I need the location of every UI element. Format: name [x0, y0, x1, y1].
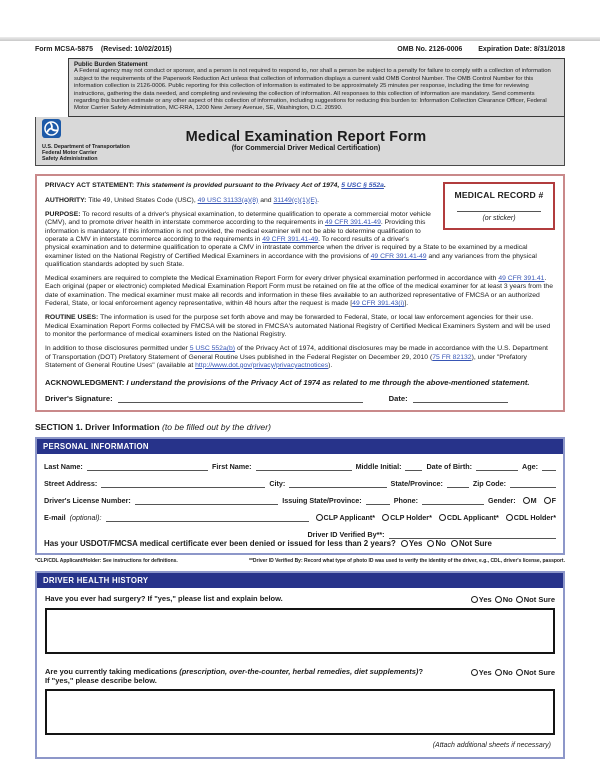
section1-heading: [35, 422, 565, 432]
denied-no-radio[interactable]: [427, 540, 434, 547]
medications-question-row: [37, 661, 563, 687]
text-segment: . To record results of a driver's physical examination and to determine qualification to operate a CMV in intrastate commerce when the driver is required by a State to be examined by a medical examiner listed on the National Registry of Certified Medical Examiners in accordance with the provisions of: [45, 235, 528, 260]
denied-notsure-label: Not Sure: [458, 539, 492, 549]
text-segment: ROUTINE USES:: [45, 314, 101, 322]
denied-yes-radio[interactable]: [401, 540, 408, 547]
personal-information-section: [35, 437, 565, 555]
text-segment: Medical examiners are required to complete the Medical Examination Report Form for every driver physical examination performed in accordance with: [45, 275, 499, 283]
medical-record-sub: (or sticker): [482, 214, 516, 222]
last-name-field[interactable]: [87, 462, 208, 471]
driver-health-history-header: DRIVER HEALTH HISTORY: [37, 573, 563, 588]
inline-link[interactable]: 49 CFR 391.41-49: [262, 235, 319, 243]
surgery-notsure-radio[interactable]: [516, 596, 523, 603]
footnote-clp-cdl: *CLP/CDL Applicant/Holder: See instructions for definitions.: [35, 558, 178, 565]
cdl-applicant-label: CDL Applicant*: [446, 513, 499, 523]
personal-row-name: [37, 454, 563, 471]
personal-row-license: [37, 488, 563, 505]
public-burden-statement: [68, 58, 565, 117]
email-field[interactable]: [106, 513, 309, 522]
gender-female-label: F: [551, 496, 556, 506]
burden-body: A Federal agency may not conduct or sponsor, and a person is not required to respond to, nor shall a person be subject to a penalty for failure to comply with a collection of information subject to the requirements of the Paperwork Reduction Act unless that collection of information displays a current valid OMB Control Number. The OMB Control Number for this information collection is 2126-0006. Public reporting for this collection of information is estimated to be approximately 25 minutes per response, including the time for reviewing instructions, gathering the data needed, and completing and reviewing the collection of information. All responses to this collection of information are mandatory. Send comments regarding this burden estimate or any other aspect of this collection of information, including suggestions for reducing this burden to: Information Collection Clearance Officer, Federal Motor Carrier Safety Administration, MC-RRA, 1200 New Jersey Avenue, SE, Washington, D.C. 20590.: [74, 68, 551, 112]
cdl-applicant-radio[interactable]: [439, 514, 446, 521]
footnotes-row: [35, 558, 565, 564]
text-segment: Title 49, United States Code (USC),: [88, 196, 198, 204]
denied-notsure-radio[interactable]: [451, 540, 458, 547]
section1-title: SECTION 1. Driver Information: [35, 422, 160, 433]
cdl-holder-label: CDL Holder*: [513, 513, 556, 523]
first-name-field[interactable]: [256, 462, 352, 471]
footnote-id-verified: **Driver ID Verified By: Record what type of photo ID was used to verify the identity of the driver, e.g., CDL, driver's license, passport.: [249, 558, 565, 565]
burden-title: Public Burden Statement: [74, 61, 148, 68]
medical-record-box: [443, 182, 555, 230]
age-field[interactable]: [542, 462, 556, 471]
text-segment: ).: [328, 361, 333, 369]
text-segment: (prescription, over-the-counter, herbal remedies, diet supplements): [179, 667, 419, 677]
street-address-field[interactable]: [101, 479, 265, 488]
inline-link[interactable]: 75 FR 82132: [432, 353, 472, 361]
surgery-explanation-box[interactable]: [45, 608, 555, 654]
agency-block: [42, 119, 174, 163]
section1-note: (to be filled out by the driver): [162, 422, 271, 433]
inline-link[interactable]: http://www.dot.gov/privacy/privacyactnotices: [195, 361, 329, 369]
inline-link[interactable]: 49 CFR 391.41-49: [370, 252, 427, 260]
clp-applicant-label: CLP Applicant*: [323, 513, 376, 523]
dob-label: Date of Birth:: [426, 462, 473, 472]
id-verified-label: Driver ID Verified By**:: [307, 530, 385, 540]
driver-health-history-section: [35, 571, 565, 759]
surgery-notsure-label: Not Sure: [523, 595, 555, 605]
acknowledgment-statement: [45, 378, 555, 387]
medications-no-label: No: [502, 668, 513, 678]
cdl-holder-radio[interactable]: [506, 514, 513, 521]
inline-link[interactable]: 5 USC 552a(b): [189, 345, 236, 353]
usdot-logo-icon: [42, 119, 174, 143]
text-segment: To record results of a driver's physical examination, to determine qualification to operate a commercial motor vehicle (CMV), and to promote driver health in interstate commerce according to the requirements in: [45, 211, 431, 227]
surgery-yes-radio[interactable]: [471, 596, 478, 603]
text-segment: In addition to those disclosures permitted under: [45, 345, 190, 353]
personal-row-address: [37, 471, 563, 488]
last-name-label: Last Name:: [44, 462, 83, 472]
text-segment: Are you currently taking medications: [45, 667, 180, 677]
surgery-yes-label: Yes: [478, 595, 492, 605]
form-meta-row: [35, 46, 565, 53]
middle-initial-field[interactable]: [405, 462, 422, 471]
disclosures-paragraph: [45, 345, 555, 370]
phone-field[interactable]: [422, 496, 484, 505]
text-segment: and any variances from the physical qualification standards adopted by such State.: [45, 252, 537, 268]
inline-link[interactable]: 49 CFR 391.41-49: [324, 219, 381, 227]
state-label: State/Province:: [390, 479, 443, 489]
personal-information-header: PERSONAL INFORMATION: [37, 439, 563, 454]
driver-signature-field[interactable]: [118, 394, 363, 403]
text-segment: PURPOSE:: [45, 211, 83, 219]
text-segment: of the Privacy Act of 1974, additional disclosures may be made in accordance with the U.S. Department of Transportation (DOT) Prefatory Statement of General Routine Uses published in the Federal Register on December 29, 2010 (: [45, 345, 548, 361]
surgery-question: Have you ever had surgery? If "yes," please list and explain below.: [45, 594, 283, 604]
denied-yes-label: Yes: [408, 539, 423, 549]
certificate-denied-question-row: [37, 539, 563, 553]
clp-holder-radio[interactable]: [382, 514, 389, 521]
text-segment: ].: [404, 300, 409, 308]
form-revision: (Revised: 10/02/2015): [100, 46, 172, 53]
personal-row-email: [37, 505, 563, 522]
zip-label: Zip Code:: [472, 479, 506, 489]
text-segment: ?: [418, 667, 424, 677]
medications-notsure-label: Not Sure: [523, 668, 555, 678]
medications-yes-label: Yes: [478, 668, 492, 678]
inline-link[interactable]: 49 CFR 391.41: [498, 275, 545, 283]
agency-line-1: U.S. Department of Transportation: [42, 143, 130, 150]
text-segment: AUTHORITY:: [45, 196, 89, 204]
email-optional-note: (optional):: [69, 513, 102, 523]
page-top-edge: [0, 37, 600, 41]
medications-question: [45, 667, 423, 685]
text-segment: ), under "Prefatory Statement of General Routine Uses" (available at: [45, 353, 527, 369]
signature-date-label: Date:: [388, 393, 408, 403]
agency-line-2: Federal Motor Carrier: [42, 150, 97, 157]
text-segment: . Each original (paper or electronic) completed Medical Examination Report Form must be retained on file at the office of the medical examiner for at least 3 years from the date of examination. The medical examiner must make all records and information in these files available to an authorized representative of FMCSA or an authorized Federal, State, or local enforcement agency representative, within 48 hours after the request is made [: [45, 275, 553, 308]
street-address-label: Street Address:: [44, 479, 98, 489]
medications-question-line1: [45, 667, 423, 676]
examiner-requirements-paragraph: [45, 275, 555, 308]
medications-no-radio[interactable]: [495, 669, 502, 676]
medical-record-title: MEDICAL RECORD #: [454, 190, 544, 201]
gender-male-radio[interactable]: [523, 497, 530, 504]
age-label: Age:: [522, 462, 538, 472]
certificate-denied-question: Has your USDOT/FMCSA medical certificate ever been denied or issued for less than 2 years?: [44, 539, 396, 549]
medical-record-field[interactable]: [457, 200, 541, 212]
text-segment: This statement is provided pursuant to the Privacy Act of 1974,: [136, 182, 342, 190]
surgery-no-radio[interactable]: [495, 596, 502, 603]
gender-female-radio[interactable]: [544, 497, 551, 504]
text-segment: ACKNOWLEDGMENT:: [45, 378, 127, 388]
state-field[interactable]: [447, 479, 469, 488]
privacy-act-box: [35, 174, 565, 412]
clp-applicant-radio[interactable]: [316, 514, 323, 521]
email-label: E-mail: [44, 513, 66, 523]
attach-sheets-note: (Attach additional sheets if necessary): [432, 742, 551, 750]
form-page: [35, 46, 565, 759]
text-segment: I understand the provisions of the Privacy Act of 1974 as related to me through the above-mentioned statement.: [126, 378, 530, 388]
form-number: Form MCSA-5875: [35, 46, 93, 53]
medications-description-box[interactable]: [45, 689, 555, 735]
text-segment: PRIVACY ACT STATEMENT:: [45, 182, 137, 190]
form-subtitle: (for Commercial Driver Medical Certification): [231, 145, 381, 153]
driver-signature-label: Driver's Signature:: [45, 393, 113, 403]
city-field[interactable]: [289, 479, 386, 488]
dob-field[interactable]: [476, 462, 518, 471]
agency-line-3: Safety Administration: [42, 156, 98, 163]
medications-notsure-radio[interactable]: [516, 669, 523, 676]
denied-no-label: No: [435, 539, 446, 549]
id-verified-field[interactable]: [389, 530, 556, 539]
text-segment: . Providing this information is mandatory. If this information is not provided, the medical examiner will not be able to determine qualification to operate a CMV in interstate commerce according to the requirements in: [45, 219, 426, 243]
text-segment: and: [258, 196, 274, 204]
inline-link[interactable]: 5 USC § 552a: [341, 182, 384, 190]
zip-field[interactable]: [510, 479, 556, 488]
license-number-field[interactable]: [135, 496, 278, 505]
clp-holder-label: CLP Holder*: [390, 513, 432, 523]
expiration-date: Expiration Date: 8/31/2018: [478, 46, 565, 53]
routine-uses-paragraph: [45, 314, 555, 339]
omb-number: OMB No. 2126-0006: [397, 46, 463, 53]
medications-question-line2: If "yes," please describe below.: [45, 676, 157, 686]
form-title: Medical Examination Report Form: [185, 129, 427, 146]
issuing-state-label: Issuing State/Province:: [282, 496, 362, 506]
issuing-state-field[interactable]: [366, 496, 390, 505]
middle-initial-label: Middle Initial:: [355, 462, 402, 472]
personal-row-id-verified: [37, 522, 563, 539]
medications-yes-radio[interactable]: [471, 669, 478, 676]
inline-link[interactable]: 49 USC 31133(a)(8): [197, 196, 259, 204]
license-number-label: Driver's License Number:: [44, 496, 131, 506]
first-name-label: First Name:: [212, 462, 252, 472]
phone-label: Phone:: [393, 496, 419, 506]
surgery-question-row: [37, 588, 563, 606]
form-header-band: [35, 117, 565, 167]
gender-male-label: M: [530, 496, 537, 506]
signature-date-field[interactable]: [413, 394, 508, 403]
inline-link[interactable]: 31149(c)(1)(E): [273, 196, 318, 204]
text-segment: .: [317, 196, 320, 204]
text-segment: .: [383, 182, 386, 190]
city-label: City:: [269, 479, 286, 489]
surgery-no-label: No: [502, 595, 513, 605]
inline-link[interactable]: 49 CFR 391.43(i): [352, 300, 405, 308]
gender-label: Gender:: [488, 496, 516, 506]
text-segment: The information is used for the purpose set forth above and may be forwarded to Federal, State, or local law enforcement agencies for their use. Medical Examination Report Forms collected by FMCSA will be stored in FMCSA's automated National Registry of Certified Medical Examiners System and will be used to monitor the performance of medical examiners listed on the National Registry.: [45, 314, 551, 338]
